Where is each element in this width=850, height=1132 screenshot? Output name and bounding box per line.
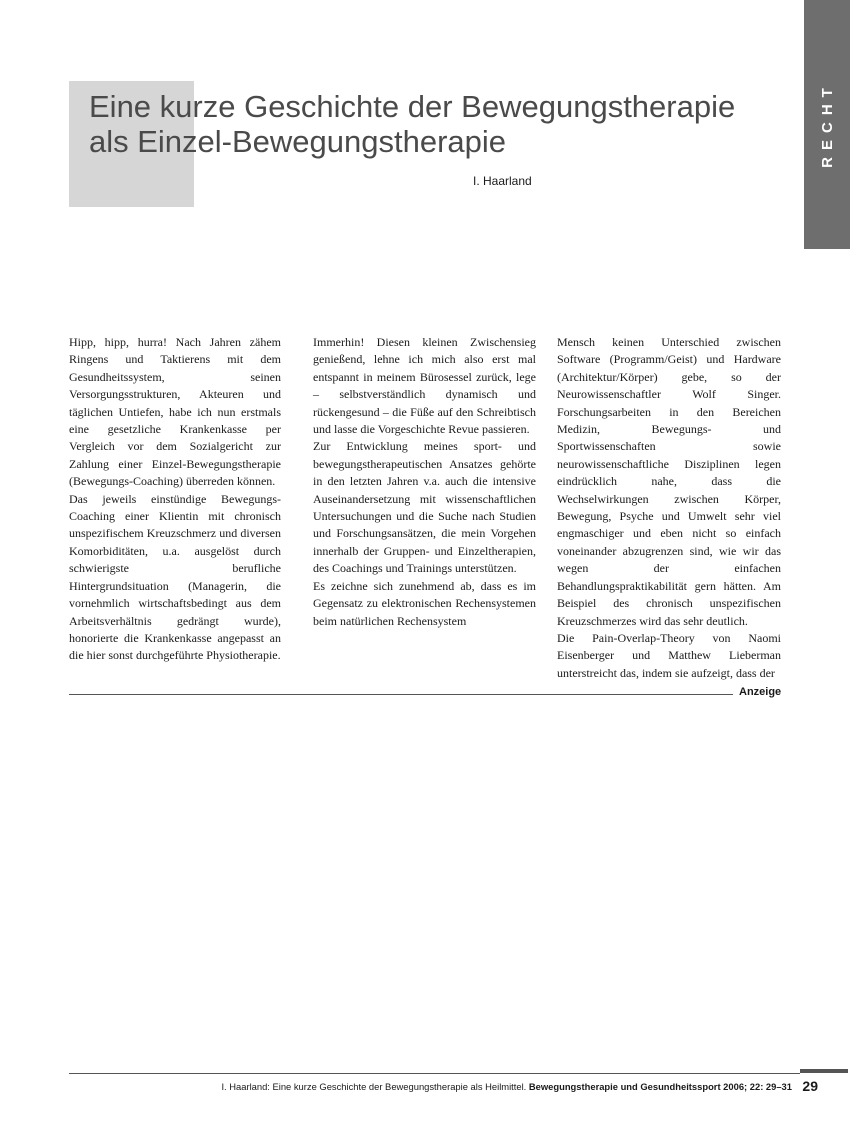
- section-tab: [804, 0, 850, 249]
- paragraph: Die Pain-Overlap-Theory von Naomi Eisenberger und Matthew Lieberman unterstreicht das, indem sie aufzeigt, dass der: [557, 630, 781, 680]
- page-number: 29: [802, 1078, 818, 1094]
- text-column-3: [557, 334, 781, 682]
- paragraph: Zur Entwicklung meines sport- und bewegungstherapeutischen Ansatzes gehörte in den letzten Jahren v.a. auch die intensive Auseinandersetzung mit wissenschaftlichen Untersuchungen und die Suche nach Studien und Forschungsansätzen, die mein Vorgehen innerhalb der Gruppen- und Einzeltherapien, des Coachings und Trainings unterstützen.: [313, 439, 536, 576]
- article-author: I. Haarland: [473, 174, 532, 188]
- text-column-1: [69, 334, 281, 665]
- footer-journal: Bewegungstherapie und Gesundheitssport 2006; 22: 29–31: [528, 1081, 792, 1092]
- text-column-2: [313, 334, 536, 630]
- paragraph: Hipp, hipp, hurra! Nach Jahren zähem Ringens und Taktierens mit dem Gesundheitssystem, seinen Versorgungsstrukturen, Akteuren und täglichen Untiefen, habe ich nun erstmals eine gesetzliche Krankenkasse per Vergleich vor dem Sozialgericht zur Zahlung einer Einzel-Bewegungstherapie (Bewegungs-Coaching) überreden können.: [69, 335, 281, 489]
- paragraph: Mensch keinen Unterschied zwischen Software (Programm/Geist) und Hardware (Architektur/Körper) gebe, so der Neurowissenschaftler Wolf Singer. Forschungsarbeiten in den Bereichen Medizin, Bewegungs- und Sportwissenschaften sowie neurowissenschaftliche Disziplinen legen eindrücklich nahe, dass die Wechselwirkungen zwischen Körper, Bewegung, Psyche und Umwelt sehr viel engmaschiger und eben nicht so einfach voneinander abzugrenzen sind, wie wir das wegen der einfachen Behandlungspraktikabilität gern hätten. Am Beispiel des chronisch unspezifischen Kreuzschmerzes wird das sehr deutlich.: [557, 335, 781, 628]
- footer-accent-bar: [800, 1069, 848, 1073]
- article-title: [89, 89, 789, 159]
- paragraph: Es zeichne sich zunehmend ab, dass es im Gegensatz zu elektronischen Rechensystemen beim natürlichen Rechensystem: [313, 578, 536, 628]
- article-title-line1: Eine kurze Geschichte der Bewegungstherapie: [89, 89, 736, 124]
- footer-citation-text: I. Haarland: Eine kurze Geschichte der Bewegungstherapie als Heilmittel.: [221, 1081, 527, 1092]
- article-title-line2: als Einzel-Bewegungstherapie: [89, 124, 507, 159]
- paragraph: Immerhin! Diesen kleinen Zwischensieg genießend, lehne ich mich also erst mal entspannt in meinem Bürosessel zurück, lege – selbstverständlich dynamisch und rückengesund – die Füße auf den Schreibtisch und lasse die Vorgeschichte Revue passieren.: [313, 335, 536, 437]
- footer-divider: [69, 1073, 800, 1074]
- section-tab-label: RECHT: [818, 81, 836, 168]
- footer-citation: [221, 1081, 792, 1092]
- ad-label: Anzeige: [739, 686, 782, 698]
- ad-divider: [69, 694, 733, 695]
- paragraph: Das jeweils einstündige Bewegungs-Coaching einer Klientin mit chronisch unspezifischem Kreuzschmerz und diversen Komorbiditäten, u.a. ausgelöst durch schwierigste berufliche Hintergrundsituation (Managerin, die vornehmlich wirtschaftsbedingt aus dem Arbeitsverhältnis gedrängt wurde), honorierte die Krankenkasse angepasst an die hier sonst durchgeführte Physiotherapie.: [69, 491, 281, 663]
